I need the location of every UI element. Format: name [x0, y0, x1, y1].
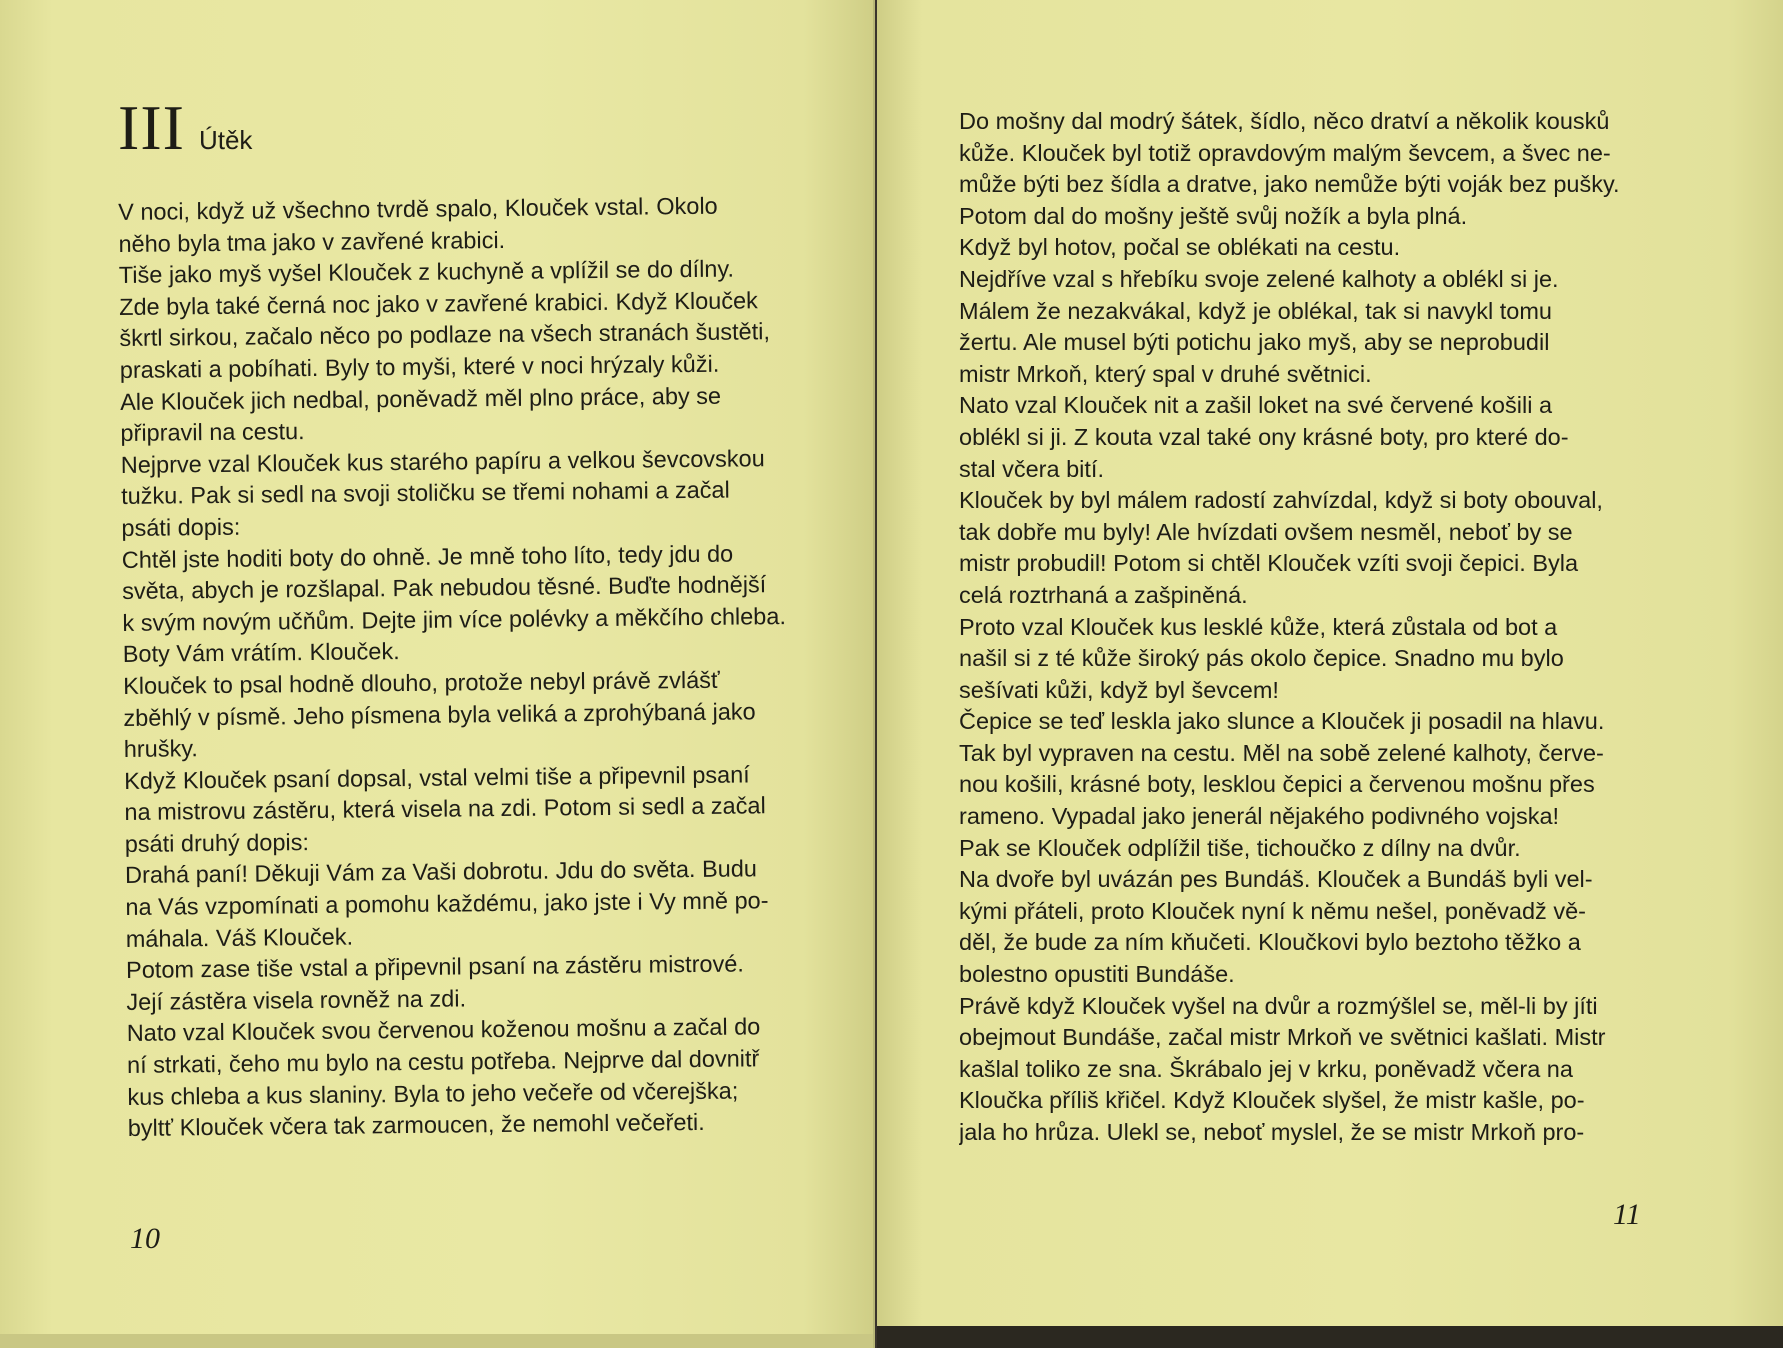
text-line: může býti bez šídla a dratve, jako nemůže býti voják bez pušky.: [959, 171, 1620, 198]
text-line: Do mošny dal modrý šátek, šídlo, něco dratví a několik kousků: [959, 108, 1610, 134]
text-line: rameno. Vypadal jako jenerál nějakého podivného vojska!: [959, 803, 1560, 830]
page-number-left: 10: [130, 1222, 160, 1255]
text-line: Nejdříve vzal s hřebíku svoje zelené kalhoty a oblékl si je.: [959, 265, 1559, 292]
page-number-right: 11: [1613, 1198, 1641, 1231]
text-line: nou košili, krásné boty, lesklou čepici a červenou mošnu přes: [959, 771, 1595, 798]
text-line: zběhlý v písmě. Jeho písmena byla veliká a zprohýbaná jako: [123, 697, 756, 731]
text-line: žertu. Ale musel býti potichu jako myš, aby se neprobudil: [959, 329, 1550, 356]
text-line: kašlal toliko ze sna. Škrábalo jej v krku, poněvadž včera na: [959, 1055, 1573, 1082]
text-line: tak dobře mu byly! Ale hvízdati ovšem nesměl, neboť by se: [959, 518, 1573, 545]
text-line: Její zástěra visela rovněž na zdi.: [126, 985, 467, 1015]
text-line: Málem že nezakvákal, když je oblékal, tak si navykl tomu: [959, 297, 1552, 324]
text-line: psáti dopis:: [121, 513, 241, 541]
text-line: máhala. Váš Klouček.: [125, 923, 354, 952]
text-line: Nejprve vzal Klouček kus starého papíru a velkou ševcovskou: [120, 444, 765, 478]
text-line: obejmout Bundáše, začal mistr Mrkoň ve světnici kašlati. Mistr: [959, 1024, 1606, 1051]
text-line: mistr Mrkoň, který spal v druhé světnici.: [959, 360, 1372, 387]
text-line: Kloučka příliš křičel. Když Klouček slyšel, že mistr kašle, po-: [959, 1087, 1585, 1114]
text-line: na Vás vzpomínati a pomohu každému, jako jste i Vy mně po-: [125, 887, 769, 921]
text-line: hrušky.: [123, 735, 198, 763]
text-line: našil si z té kůže široký pás okolo čepice. Snadno mu bylo: [959, 645, 1564, 672]
left-page: [0, 0, 875, 1348]
text-line: mistr probudil! Potom si chtěl Klouček vzíti svoji čepici. Byla: [959, 550, 1579, 577]
text-line: tužku. Pak si sedl na svoji stoličku se třemi nohami a začal: [120, 476, 730, 510]
text-line: Chtěl jste hoditi boty do ohně. Je mně toho líto, tedy jdu do: [121, 540, 734, 573]
text-line: něho byla tma jako v zavřené krabici.: [118, 226, 506, 257]
text-line: škrtl sirkou, začalo něco po podlaze na všech stranách šustěti,: [119, 318, 771, 352]
text-line: Klouček to psal hodně dlouho, protože nebyl právě zvlášť: [122, 666, 720, 699]
text-line: děl, že bude za ním kňučeti. Kloučkovi bylo beztoho těžko a: [959, 929, 1581, 956]
text-line: Tak byl vypraven na cestu. Měl na sobě zelené kalhoty, červe-: [959, 739, 1604, 766]
text-line: stal včera bití.: [959, 455, 1104, 482]
text-line: V noci, když už všechno tvrdě spalo, Klouček vstal. Okolo: [118, 192, 718, 225]
text-line: Boty Vám vrátím. Klouček.: [122, 638, 400, 668]
text-line: Když Klouček psaní dopsal, vstal velmi tiše a připevnil psaní: [123, 761, 750, 794]
text-line: Potom zase tiše vstal a připevnil psaní na zástěru mistrové.: [125, 950, 745, 984]
text-line: byltť Klouček včera tak zarmoucen, že nemohl večeřeti.: [127, 1109, 705, 1142]
text-line: psáti druhý dopis:: [124, 828, 310, 857]
text-line: Ale Klouček jich nedbal, poněvadž měl plno práce, aby se: [120, 382, 722, 415]
text-line: bolestno opustiti Bundáše.: [959, 961, 1235, 988]
text-line: celá roztrhaná a zašpiněná.: [959, 581, 1248, 608]
text-line: ní strkati, čeho mu bylo na cestu potřeba. Nejprve dal dovnitř: [126, 1045, 760, 1078]
chapter-number: III: [118, 92, 185, 163]
text-line: Klouček by byl málem radostí zahvízdal, když si boty obouval,: [959, 487, 1603, 514]
text-line: Nato vzal Klouček nit a zašil loket na své červené košili a: [959, 392, 1553, 419]
text-line: Drahá paní! Děkuji Vám za Vaši dobrotu. Jdu do světa. Budu: [124, 855, 758, 889]
chapter-title: Útěk: [198, 125, 253, 155]
text-line: oblékl si ji. Z kouta vzal také ony krásné boty, pro které do-: [959, 423, 1569, 450]
text-line: připravil na cestu.: [120, 418, 305, 447]
text-line: Na dvoře byl uvázán pes Bundáš. Klouček a Bundáš byli vel-: [959, 866, 1593, 893]
text-line: Potom dal do mošny ještě svůj nožík a byla plná.: [959, 202, 1468, 229]
text-line: Čepice se teď leskla jako slunce a Klouček ji posadil na hlavu.: [959, 708, 1605, 735]
text-line: k svým novým učňům. Dejte jim více polévky a měkčího chleba.: [122, 602, 787, 636]
text-line: praskati a pobíhati. Byly to myši, které v noci hrýzaly kůži.: [119, 350, 720, 383]
text-line: Když byl hotov, počal se oblékati na cestu.: [959, 234, 1401, 261]
text-line: Pak se Klouček odplížil tiše, tichoučko z dílny na dvůr.: [959, 834, 1521, 861]
text-line: Právě když Klouček vyšel na dvůr a rozmýšlel se, měl-li by jíti: [959, 992, 1598, 1019]
text-line: světa, abych je rozšlapal. Pak nebudou těsné. Buďte hodnější: [121, 571, 767, 605]
right-page: [877, 0, 1783, 1348]
text-line: kůže. Klouček byl totiž opravdovým malým ševcem, a švec ne-: [959, 139, 1611, 166]
text-line: Zde byla také černá noc jako v zavřené krabici. Když Klouček: [119, 287, 758, 320]
text-line: kus chleba a kus slaniny. Byla to jeho večeře od včerejška;: [127, 1077, 739, 1110]
text-line: kými přáteli, proto Klouček nyní k němu nešel, poněvadž vě-: [959, 897, 1586, 924]
text-line: jala ho hrůza. Ulekl se, neboť myslel, že se mistr Mrkoň pro-: [959, 1119, 1585, 1145]
right-page-text: [959, 106, 1649, 1149]
left-page-text: [118, 190, 828, 1145]
text-line: Nato vzal Klouček svou červenou koženou mošnu a začal do: [126, 1013, 761, 1047]
text-line: sešívati kůži, když byl ševcem!: [959, 676, 1279, 703]
chapter-heading: [118, 92, 253, 163]
text-line: Proto vzal Klouček kus lesklé kůže, která zůstala od bot a: [959, 613, 1558, 640]
text-line: na mistrovu zástěru, která visela na zdi. Potom si sedl a začal: [124, 792, 766, 826]
text-line: Tiše jako myš vyšel Klouček z kuchyně a vplížil se do dílny.: [118, 255, 735, 289]
